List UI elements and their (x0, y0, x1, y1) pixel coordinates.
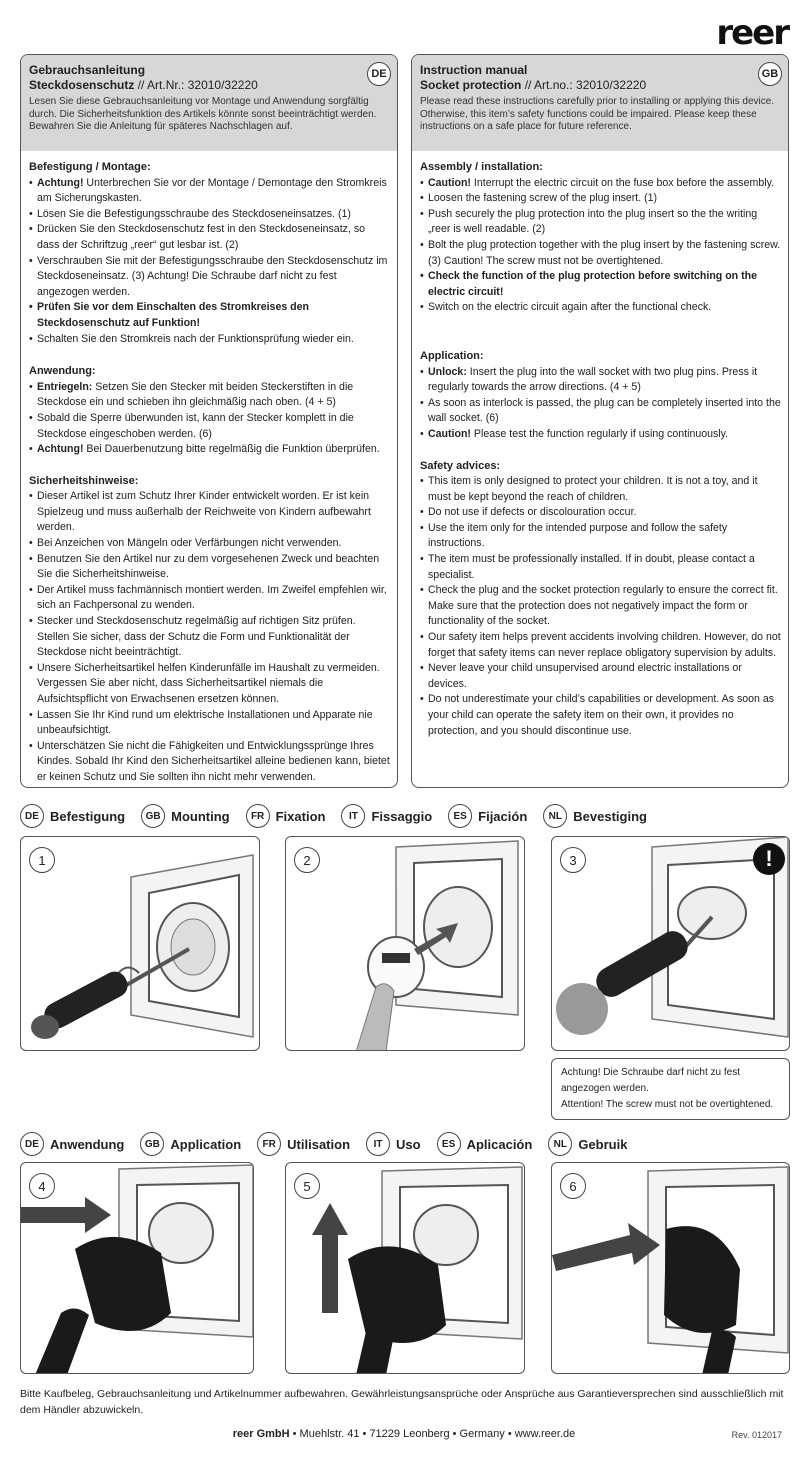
assembly-item: • Caution! Interrupt the electric circuit on the fuse box before the assembly. (420, 176, 781, 192)
language-code: DE (20, 804, 44, 828)
assembly-item: • Prüfen Sie vor dem Einschalten des Stromkreises den Steckdosenschutz auf Funktion! (29, 300, 390, 331)
product-line-gb: Socket protection // Art.no.: 32010/32220 (420, 78, 647, 92)
language-label-es (448, 804, 527, 828)
language-code: FR (246, 804, 270, 828)
step-number: 1 (29, 847, 55, 873)
lang-badge-de: DE (367, 62, 391, 86)
application-item: • Entriegeln: Setzen Sie den Stecker mit beiden Steckerstiften in die Steckdose ein und schieben ihn gleichmäßig nach oben. (4 + 5) (29, 380, 390, 411)
warning-note (551, 1058, 790, 1120)
safety-item: • This item is only designed to protect your children. It is not a toy, and it must be kept beyond the reach of children. (420, 474, 781, 505)
safety-item: • Dieser Artikel ist zum Schutz Ihrer Kinder entwickelt worden. Er ist kein Spielzeug und muss außerhalb der Reichweite von Kindern aufbewahrt werden. (29, 489, 390, 536)
safety-item: • Check the plug and the socket protection regularly to ensure the correct fit. Make sure that the protection does not negatively impact the form or functionality of the socket. (420, 583, 781, 630)
application-title-gb: Application: (420, 349, 484, 362)
assembly-item: • Verschrauben Sie mit der Befestigungsschraube den Steckdosenschutz im Steckdoseneinsatz. (3) Achtung! Die Schraube darf nicht zu fest angezogen werden. (29, 254, 390, 301)
application-list-gb (420, 365, 781, 443)
revision-label: Rev. 012017 (731, 1430, 782, 1440)
language-label-fr (246, 804, 326, 828)
safety-item: • Lassen Sie Ihr Kind rund um elektrische Installationen und Apparate nie unbeaufsichtigt. (29, 708, 390, 739)
intro-gb: Please read these instructions carefully prior to installing or applying this device. Otherwise, this item’s safety functions could be impaired. Please keep these instructions on a safe place for future reference. (420, 96, 775, 132)
step-panel-6 (551, 1162, 790, 1374)
safety-list-de (29, 489, 390, 785)
language-label-gb (140, 1132, 241, 1156)
language-label-gb (141, 804, 229, 828)
assembly-list-de (29, 176, 390, 348)
insert-protection-illustration (286, 837, 525, 1051)
step-panel-1 (20, 836, 260, 1051)
language-code: GB (140, 1132, 164, 1156)
language-label-fr (257, 1132, 350, 1156)
warning-note-gb: Attention! The screw must not be overtightened. (561, 1099, 774, 1110)
plug-fully-inserted-illustration (552, 1163, 790, 1374)
application-language-row (20, 1131, 790, 1157)
manual-title-de: Gebrauchsanleitung (29, 63, 146, 77)
safety-item: • Unsere Sicherheitsartikel helfen Kinderunfälle im Haushalt zu vermeiden. Vergessen Sie aber nicht, dass Sicherheitsartikel niemals die Aufsichtspflicht von Erwachsenen ersetzen können. (29, 661, 390, 708)
safety-item: • Unterschätzen Sie nicht die Fähigkeiten und Entwicklungssprünge Ihres Kindes. Sobald Ihr Kind den Sicherheitsartikel alleine bedienen kann, bietet er keinen Schutz und Sie sollten ihn nicht mehr verwenden. (29, 739, 390, 786)
assembly-title-gb: Assembly / installation: (420, 161, 543, 173)
plug-insert-illustration (21, 1163, 254, 1374)
assembly-item: • Lösen Sie die Befestigungsschraube des Steckdoseneinsatzes. (1) (29, 207, 390, 223)
step-panel-3 (551, 836, 790, 1051)
application-item: • Caution! Please test the function regularly if using continuously. (420, 427, 781, 443)
warning-icon: ! (753, 843, 785, 875)
application-item: • Sobald die Sperre überwunden ist, kann der Stecker komplett in die Steckdose eingeschoben werden. (6) (29, 411, 390, 442)
application-item: • Unlock: Insert the plug into the wall socket with two plug pins. Press it regularly towards the arrow directions. (4 + 5) (420, 365, 781, 396)
assembly-item: • Drücken Sie den Steckdosenschutz fest in den Steckdoseneinsatz, so dass der Schriftzug „reer“ gut lesbar ist. (2) (29, 222, 390, 253)
language-word: Befestigung (50, 808, 126, 824)
safety-list-gb (420, 474, 781, 739)
instructions-gb (411, 54, 789, 788)
manual-title-gb: Instruction manual (420, 63, 528, 77)
safety-item: • Bei Anzeichen von Mängeln oder Verfärbungen nicht verwenden. (29, 536, 390, 552)
safety-title-gb: Safety advices: (420, 459, 501, 472)
product-line-de: Steckdosenschutz // Art.Nr.: 32010/32220 (29, 78, 258, 92)
body-de (21, 151, 397, 786)
assembly-item: • Loosen the fastening screw of the plug insert. (1) (420, 191, 781, 207)
language-code: ES (448, 804, 472, 828)
footer-notice: Bitte Kaufbeleg, Gebrauchsanleitung und Artikelnummer aufbewahren. Gewährleistungsansprüche oder Ansprüche aus Garantieversprechen sind ausschließlich mit dem Händler abzuwickeln. (20, 1388, 784, 1416)
application-item: • Achtung! Bei Dauerbenutzung bitte regelmäßig die Funktion überprüfen. (29, 442, 390, 458)
step-number: 5 (294, 1173, 320, 1199)
language-label-nl (548, 1132, 627, 1156)
language-code: DE (20, 1132, 44, 1156)
application-item: • As soon as interlock is passed, the plug can be completely inserted into the wall socket. (6) (420, 396, 781, 427)
language-word: Aplicación (466, 1136, 533, 1152)
intro-de: Lesen Sie diese Gebrauchsanleitung vor Montage und Anwendung sorgfältig durch. Die Sicherheitsfunktion des Artikels könnte sonst beeinträchtigt werden. Bewahren Sie die Anleitung für späteres Nachschlagen auf. (29, 96, 377, 132)
assembly-title-de: Befestigung / Montage: (29, 161, 151, 173)
language-word: Bevestiging (573, 808, 647, 824)
safety-item: • Der Artikel muss fachmännisch montiert werden. Im Zweifel empfehlen wir, sich an Fachpersonal zu wenden. (29, 583, 390, 614)
step-number: 2 (294, 847, 320, 873)
step-number: 4 (29, 1173, 55, 1199)
language-word: Fissaggio (371, 808, 433, 824)
assembly-item: • Check the function of the plug protection before switching on the electric circuit! (420, 269, 781, 300)
safety-item: • Our safety item helps prevent accidents involving children. However, do not forget that safety items can never replace obligatory supervision by adults. (420, 630, 781, 661)
safety-item: • Do not use if defects or discolouration occur. (420, 505, 781, 521)
assembly-item: • Bolt the plug protection together with the plug insert by the fastening screw. (3) Caution! The screw must not be overtightened. (420, 238, 781, 269)
step-panel-2 (285, 836, 525, 1051)
language-label-de (20, 804, 125, 828)
language-word: Mounting (171, 808, 230, 824)
header-de (21, 55, 397, 151)
body-gb (412, 151, 788, 739)
assembly-item: • Switch on the electric circuit again after the functional check. (420, 300, 781, 316)
lang-badge-gb: GB (758, 62, 782, 86)
screwdriver-loosen-illustration (21, 837, 260, 1051)
application-title-de: Anwendung: (29, 365, 96, 378)
safety-item: • The item must be professionally installed. If in doubt, please contact a specialist. (420, 552, 781, 583)
language-word: Anwendung (50, 1136, 125, 1152)
language-code: NL (543, 804, 567, 828)
company-address: reer GmbH • Muehlstr. 41 • 71229 Leonberg • Germany • www.reer.de (232, 1428, 576, 1440)
safety-item: • Stecker und Steckdosenschutz regelmäßig auf richtigen Sitz prüfen. Stellen Sie sicher, dass der Schutz die Form und Funktionalität der Steckdose nicht beeinträchtigt. (29, 614, 390, 661)
application-list-de (29, 380, 390, 458)
language-code: ES (437, 1132, 461, 1156)
header-gb (412, 55, 788, 151)
safety-title-de: Sicherheitshinweise: (29, 474, 139, 487)
language-code: NL (548, 1132, 572, 1156)
assembly-list-gb (420, 176, 781, 316)
language-label-it (366, 1132, 421, 1156)
language-word: Utilisation (287, 1136, 351, 1152)
language-code: GB (141, 804, 165, 828)
language-word: Uso (396, 1136, 421, 1152)
warning-note-de: Achtung! Die Schraube darf nicht zu fest angezogen werden. (561, 1067, 740, 1094)
step-number: 3 (560, 847, 586, 873)
language-label-de (20, 1132, 124, 1156)
language-word: Fixation (275, 808, 326, 824)
safety-item: • Never leave your child unsupervised around electric installations or devices. (420, 661, 781, 692)
step-panel-5 (285, 1162, 525, 1374)
reer-logo: reer (716, 13, 788, 53)
mounting-language-row (20, 803, 790, 829)
language-code: IT (366, 1132, 390, 1156)
language-word: Gebruik (578, 1136, 628, 1152)
assembly-item: • Achtung! Unterbrechen Sie vor der Montage / Demontage den Stromkreis am Sicherungskasten. (29, 176, 390, 207)
plug-push-up-illustration (286, 1163, 525, 1374)
assembly-item: • Push securely the plug protection into the plug insert so the the writing „reer is well readable. (2) (420, 207, 781, 238)
safety-item: • Use the item only for the intended purpose and follow the safety instructions. (420, 521, 781, 552)
step-panel-4 (20, 1162, 254, 1374)
safety-item: • Benutzen Sie den Artikel nur zu dem vorgesehenen Zweck und beachten Sie die Sicherheitshinweise. (29, 552, 390, 583)
instructions-de (20, 54, 398, 788)
assembly-item: • Schalten Sie den Stromkreis nach der Funktionsprüfung wieder ein. (29, 332, 390, 348)
language-word: Fijación (478, 808, 528, 824)
language-code: FR (257, 1132, 281, 1156)
language-label-nl (543, 804, 647, 828)
language-word: Application (170, 1136, 242, 1152)
language-label-es (437, 1132, 533, 1156)
step-number: 6 (560, 1173, 586, 1199)
screwdriver-tighten-illustration (552, 837, 790, 1051)
language-label-it (341, 804, 432, 828)
safety-item: • Do not underestimate your child’s capabilities or development. As soon as your child can operate the safety item on their own, it provides no protection, and you should discontinue use. (420, 692, 781, 739)
language-code: IT (341, 804, 365, 828)
